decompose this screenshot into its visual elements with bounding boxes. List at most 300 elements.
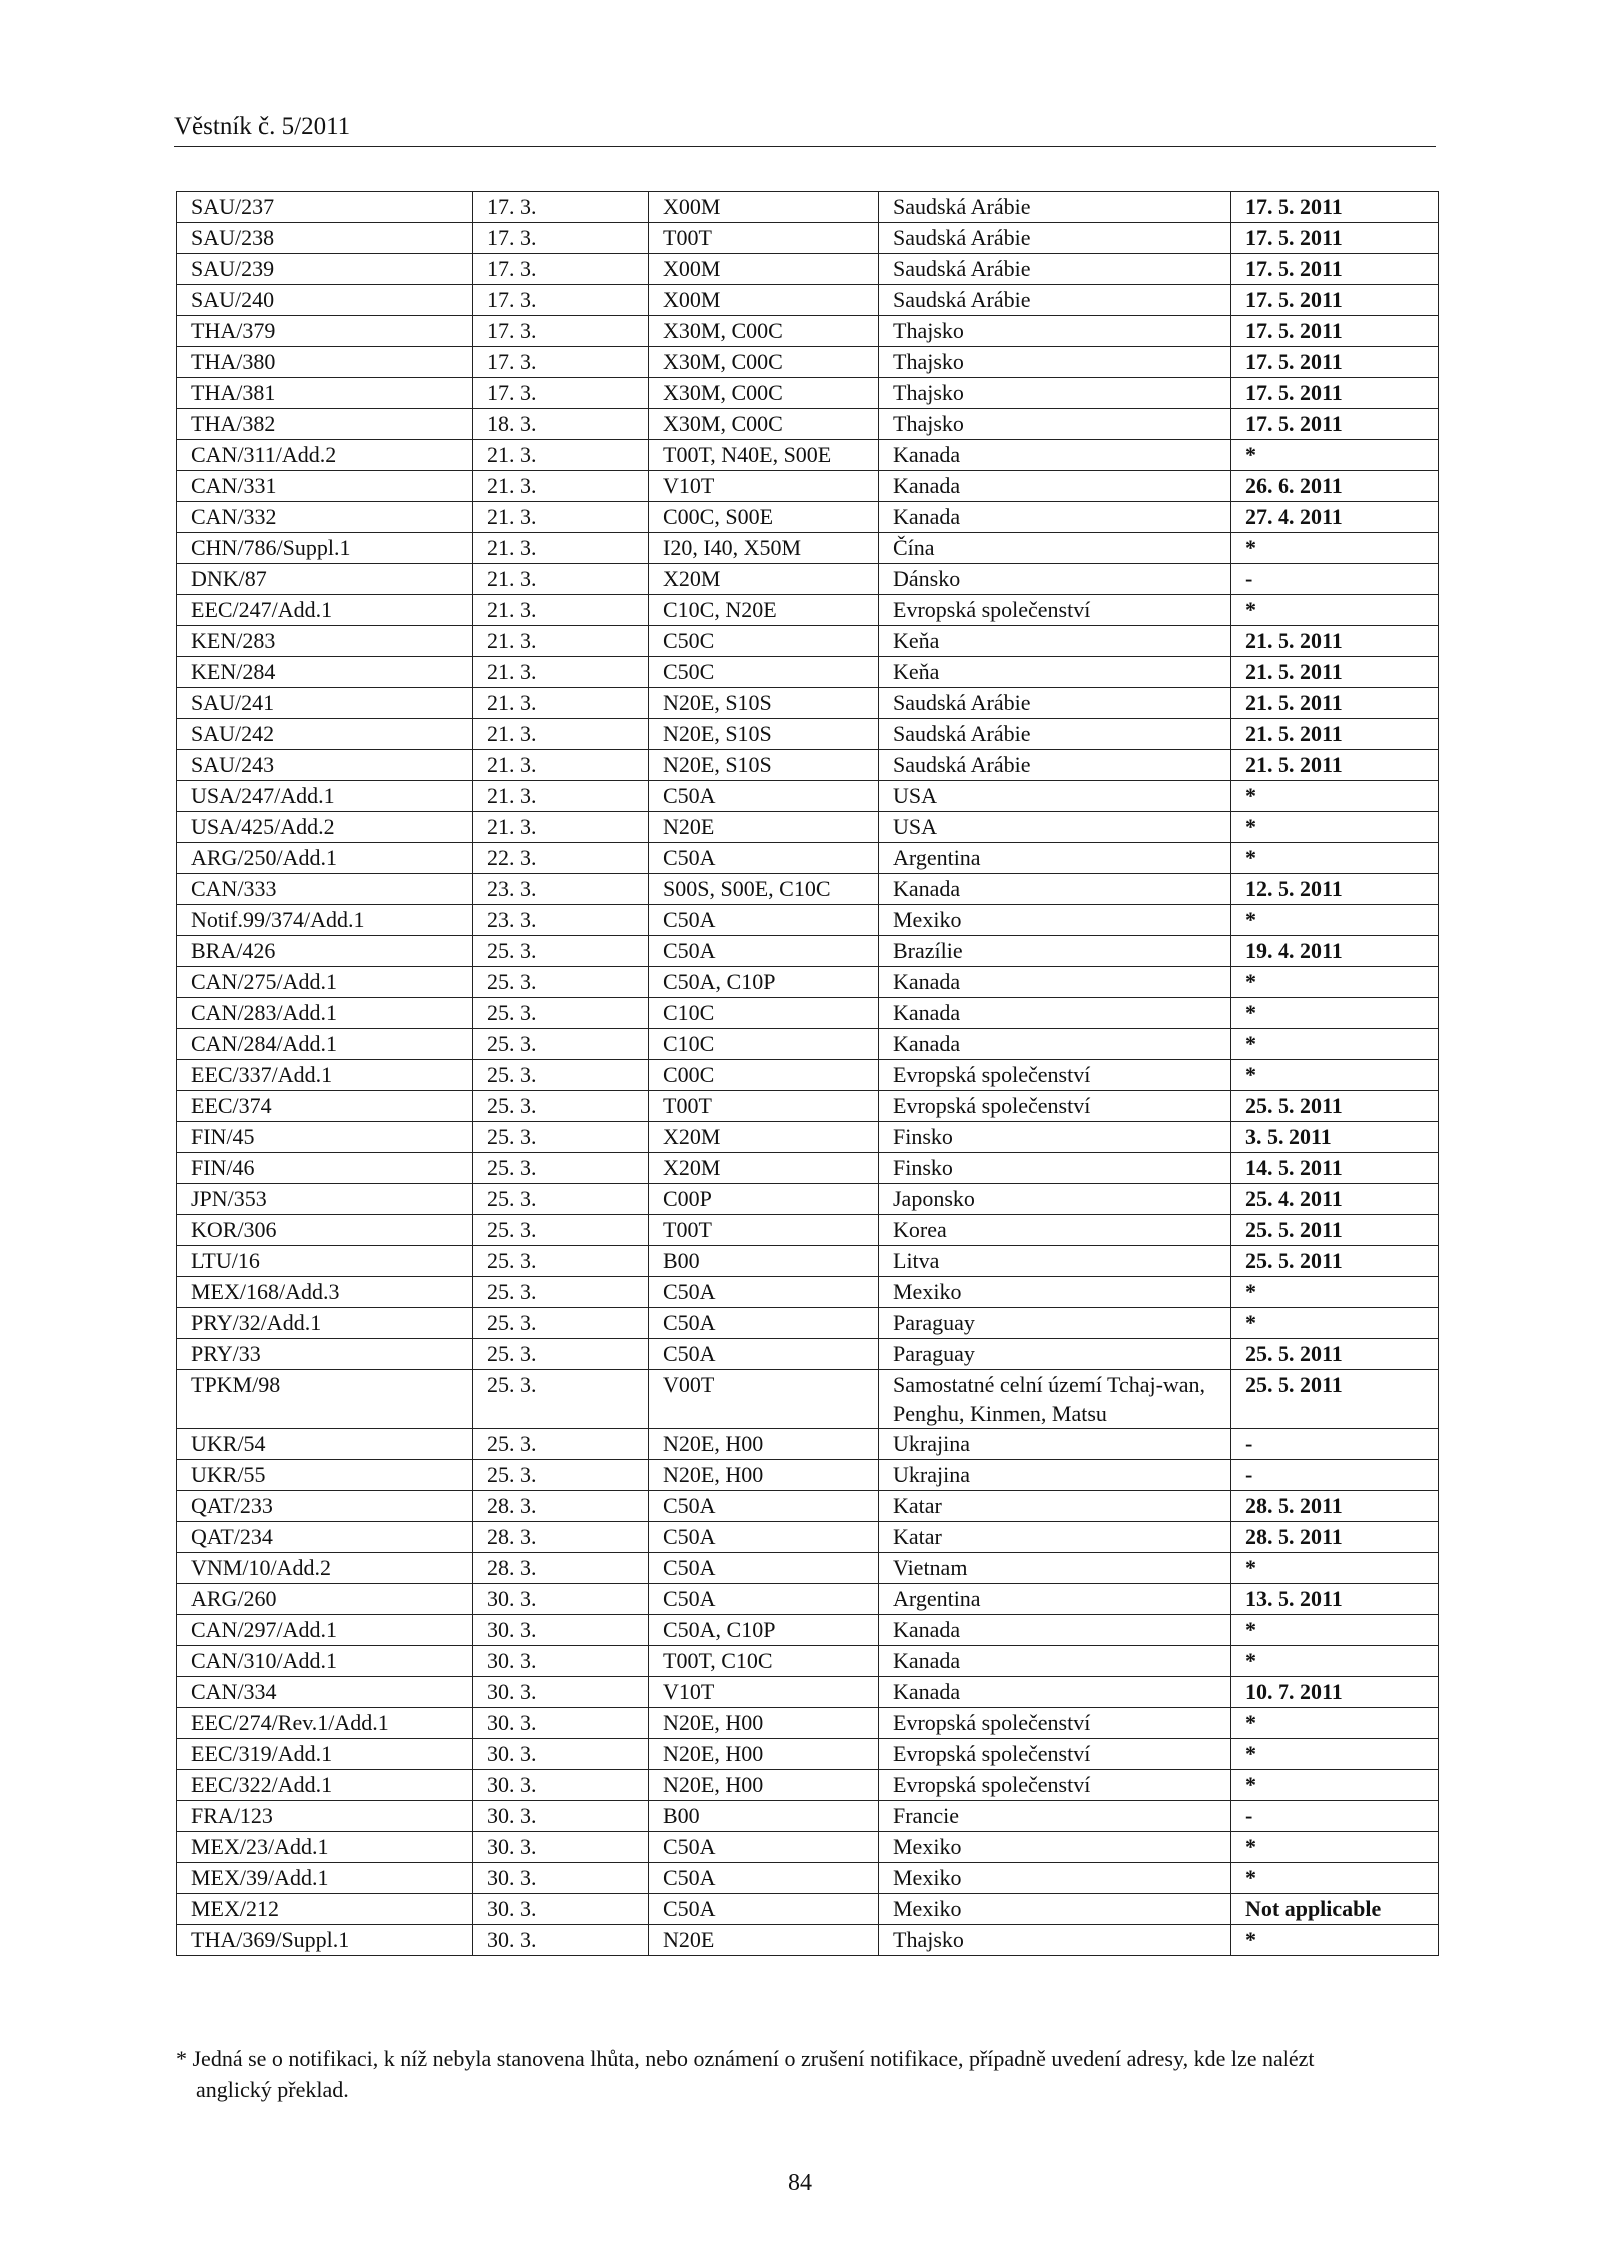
- symbol-cell: EEC/274/Rev.1/Add.1: [177, 1708, 473, 1739]
- date-cell: 25. 3.: [473, 1091, 649, 1122]
- deadline-cell: Not applicable: [1231, 1894, 1439, 1925]
- symbol-cell: EEC/322/Add.1: [177, 1770, 473, 1801]
- country-cell: Mexiko: [879, 1832, 1231, 1863]
- symbol-cell: KEN/284: [177, 657, 473, 688]
- deadline-cell: *: [1231, 1832, 1439, 1863]
- country-cell: Litva: [879, 1246, 1231, 1277]
- deadline-cell: 21. 5. 2011: [1231, 750, 1439, 781]
- table-row: [177, 1091, 1439, 1122]
- symbol-cell: QAT/234: [177, 1522, 473, 1553]
- deadline-cell: 17. 5. 2011: [1231, 347, 1439, 378]
- country-cell: Thajsko: [879, 347, 1231, 378]
- country-cell: Kanada: [879, 967, 1231, 998]
- date-cell: 28. 3.: [473, 1553, 649, 1584]
- table-row: [177, 657, 1439, 688]
- code-cell: V00T: [649, 1370, 879, 1429]
- table-row: [177, 285, 1439, 316]
- deadline-cell: 17. 5. 2011: [1231, 316, 1439, 347]
- symbol-cell: USA/247/Add.1: [177, 781, 473, 812]
- symbol-cell: FRA/123: [177, 1801, 473, 1832]
- code-cell: C50A: [649, 1277, 879, 1308]
- date-cell: 28. 3.: [473, 1522, 649, 1553]
- deadline-cell: *: [1231, 905, 1439, 936]
- country-cell: Evropská společenství: [879, 1708, 1231, 1739]
- date-cell: 21. 3.: [473, 719, 649, 750]
- code-cell: N20E, H00: [649, 1708, 879, 1739]
- deadline-cell: 27. 4. 2011: [1231, 502, 1439, 533]
- deadline-cell: 25. 4. 2011: [1231, 1184, 1439, 1215]
- table-row: [177, 223, 1439, 254]
- code-cell: V10T: [649, 1677, 879, 1708]
- country-cell: Saudská Arábie: [879, 254, 1231, 285]
- symbol-cell: SAU/239: [177, 254, 473, 285]
- code-cell: I20, I40, X50M: [649, 533, 879, 564]
- country-cell: Čína: [879, 533, 1231, 564]
- date-cell: 25. 3.: [473, 1429, 649, 1460]
- date-cell: 28. 3.: [473, 1491, 649, 1522]
- date-cell: 30. 3.: [473, 1925, 649, 1956]
- country-cell: Thajsko: [879, 316, 1231, 347]
- table-row: [177, 1553, 1439, 1584]
- footnote-line-2: anglický překlad.: [196, 2077, 349, 2102]
- symbol-cell: PRY/33: [177, 1339, 473, 1370]
- code-cell: T00T: [649, 1091, 879, 1122]
- date-cell: 25. 3.: [473, 1215, 649, 1246]
- country-cell: Saudská Arábie: [879, 719, 1231, 750]
- table-row: [177, 1153, 1439, 1184]
- table-row: [177, 1832, 1439, 1863]
- symbol-cell: MEX/212: [177, 1894, 473, 1925]
- date-cell: 23. 3.: [473, 874, 649, 905]
- deadline-cell: *: [1231, 1029, 1439, 1060]
- deadline-cell: *: [1231, 1863, 1439, 1894]
- country-cell: Saudská Arábie: [879, 285, 1231, 316]
- code-cell: C50A: [649, 1308, 879, 1339]
- symbol-cell: CAN/297/Add.1: [177, 1615, 473, 1646]
- date-cell: 21. 3.: [473, 471, 649, 502]
- date-cell: 30. 3.: [473, 1584, 649, 1615]
- symbol-cell: SAU/238: [177, 223, 473, 254]
- deadline-cell: 21. 5. 2011: [1231, 688, 1439, 719]
- country-cell: Kanada: [879, 998, 1231, 1029]
- date-cell: 21. 3.: [473, 564, 649, 595]
- table-row: [177, 1801, 1439, 1832]
- code-cell: X00M: [649, 254, 879, 285]
- table-row: [177, 1215, 1439, 1246]
- deadline-cell: 3. 5. 2011: [1231, 1122, 1439, 1153]
- country-cell: Kanada: [879, 440, 1231, 471]
- deadline-cell: 17. 5. 2011: [1231, 378, 1439, 409]
- code-cell: N20E, H00: [649, 1770, 879, 1801]
- table-row: [177, 1522, 1439, 1553]
- symbol-cell: SAU/242: [177, 719, 473, 750]
- notifications-table: [176, 191, 1439, 1956]
- country-cell: Kanada: [879, 874, 1231, 905]
- date-cell: 25. 3.: [473, 967, 649, 998]
- code-cell: C00C, S00E: [649, 502, 879, 533]
- table-row: [177, 533, 1439, 564]
- table-row: [177, 409, 1439, 440]
- code-cell: C50A: [649, 1553, 879, 1584]
- table-row: [177, 843, 1439, 874]
- code-cell: X30M, C00C: [649, 378, 879, 409]
- symbol-cell: SAU/240: [177, 285, 473, 316]
- symbol-cell: FIN/45: [177, 1122, 473, 1153]
- table-row: [177, 1339, 1439, 1370]
- table-row: [177, 1894, 1439, 1925]
- symbol-cell: THA/380: [177, 347, 473, 378]
- table-row: [177, 750, 1439, 781]
- date-cell: 17. 3.: [473, 316, 649, 347]
- symbol-cell: CAN/311/Add.2: [177, 440, 473, 471]
- date-cell: 21. 3.: [473, 657, 649, 688]
- country-cell: Kanada: [879, 1646, 1231, 1677]
- symbol-cell: DNK/87: [177, 564, 473, 595]
- code-cell: C50A, C10P: [649, 967, 879, 998]
- country-cell: Kanada: [879, 1029, 1231, 1060]
- table-row: [177, 688, 1439, 719]
- journal-header: [174, 112, 1436, 147]
- table-row: [177, 812, 1439, 843]
- country-cell: Kanada: [879, 502, 1231, 533]
- deadline-cell: *: [1231, 1553, 1439, 1584]
- code-cell: C10C: [649, 1029, 879, 1060]
- table-row: [177, 1184, 1439, 1215]
- code-cell: C50A: [649, 1491, 879, 1522]
- date-cell: 25. 3.: [473, 1339, 649, 1370]
- symbol-cell: MEX/39/Add.1: [177, 1863, 473, 1894]
- symbol-cell: UKR/55: [177, 1460, 473, 1491]
- symbol-cell: SAU/241: [177, 688, 473, 719]
- code-cell: X20M: [649, 564, 879, 595]
- deadline-cell: -: [1231, 1429, 1439, 1460]
- country-cell: Francie: [879, 1801, 1231, 1832]
- symbol-cell: LTU/16: [177, 1246, 473, 1277]
- date-cell: 30. 3.: [473, 1615, 649, 1646]
- date-cell: 30. 3.: [473, 1770, 649, 1801]
- symbol-cell: JPN/353: [177, 1184, 473, 1215]
- table-row: [177, 1460, 1439, 1491]
- code-cell: N20E, S10S: [649, 719, 879, 750]
- notifications-table-body: [177, 192, 1439, 1956]
- table-row: [177, 564, 1439, 595]
- code-cell: C00C: [649, 1060, 879, 1091]
- deadline-cell: 17. 5. 2011: [1231, 285, 1439, 316]
- table-row: [177, 595, 1439, 626]
- date-cell: 25. 3.: [473, 1460, 649, 1491]
- country-cell: Keňa: [879, 626, 1231, 657]
- symbol-cell: THA/369/Suppl.1: [177, 1925, 473, 1956]
- symbol-cell: QAT/233: [177, 1491, 473, 1522]
- code-cell: N20E, S10S: [649, 750, 879, 781]
- country-cell: Paraguay: [879, 1308, 1231, 1339]
- symbol-cell: MEX/23/Add.1: [177, 1832, 473, 1863]
- symbol-cell: EEC/337/Add.1: [177, 1060, 473, 1091]
- country-cell: Ukrajina: [879, 1429, 1231, 1460]
- country-cell: Thajsko: [879, 1925, 1231, 1956]
- symbol-cell: Notif.99/374/Add.1: [177, 905, 473, 936]
- country-cell: Saudská Arábie: [879, 192, 1231, 223]
- date-cell: 25. 3.: [473, 1060, 649, 1091]
- table-row: [177, 1277, 1439, 1308]
- symbol-cell: MEX/168/Add.3: [177, 1277, 473, 1308]
- code-cell: N20E, S10S: [649, 688, 879, 719]
- deadline-cell: *: [1231, 843, 1439, 874]
- date-cell: 25. 3.: [473, 1370, 649, 1429]
- deadline-cell: *: [1231, 781, 1439, 812]
- deadline-cell: *: [1231, 1308, 1439, 1339]
- date-cell: 25. 3.: [473, 1122, 649, 1153]
- country-cell: Ukrajina: [879, 1460, 1231, 1491]
- deadline-cell: 21. 5. 2011: [1231, 719, 1439, 750]
- code-cell: V10T: [649, 471, 879, 502]
- table-row: [177, 192, 1439, 223]
- table-row: [177, 1370, 1439, 1429]
- table-row: [177, 1708, 1439, 1739]
- symbol-cell: SAU/237: [177, 192, 473, 223]
- symbol-cell: CAN/310/Add.1: [177, 1646, 473, 1677]
- date-cell: 30. 3.: [473, 1646, 649, 1677]
- symbol-cell: CAN/333: [177, 874, 473, 905]
- code-cell: T00T: [649, 1215, 879, 1246]
- table-row: [177, 316, 1439, 347]
- table-row: [177, 440, 1439, 471]
- country-cell: Keňa: [879, 657, 1231, 688]
- date-cell: 17. 3.: [473, 378, 649, 409]
- deadline-cell: 10. 7. 2011: [1231, 1677, 1439, 1708]
- symbol-cell: THA/379: [177, 316, 473, 347]
- deadline-cell: -: [1231, 1801, 1439, 1832]
- table-row: [177, 1770, 1439, 1801]
- table-row: [177, 347, 1439, 378]
- symbol-cell: KOR/306: [177, 1215, 473, 1246]
- code-cell: B00: [649, 1246, 879, 1277]
- country-cell: USA: [879, 781, 1231, 812]
- table-row: [177, 1739, 1439, 1770]
- country-cell: Katar: [879, 1522, 1231, 1553]
- date-cell: 21. 3.: [473, 533, 649, 564]
- symbol-cell: USA/425/Add.2: [177, 812, 473, 843]
- code-cell: X30M, C00C: [649, 347, 879, 378]
- table-row: [177, 471, 1439, 502]
- code-cell: B00: [649, 1801, 879, 1832]
- table-row: [177, 1615, 1439, 1646]
- date-cell: 21. 3.: [473, 595, 649, 626]
- deadline-cell: *: [1231, 595, 1439, 626]
- deadline-cell: 14. 5. 2011: [1231, 1153, 1439, 1184]
- symbol-cell: EEC/374: [177, 1091, 473, 1122]
- date-cell: 25. 3.: [473, 998, 649, 1029]
- code-cell: C50A: [649, 843, 879, 874]
- table-row: [177, 1060, 1439, 1091]
- table-row: [177, 1646, 1439, 1677]
- date-cell: 30. 3.: [473, 1739, 649, 1770]
- date-cell: 30. 3.: [473, 1708, 649, 1739]
- country-cell: Kanada: [879, 471, 1231, 502]
- deadline-cell: -: [1231, 1460, 1439, 1491]
- symbol-cell: TPKM/98: [177, 1370, 473, 1429]
- country-cell: Dánsko: [879, 564, 1231, 595]
- deadline-cell: 21. 5. 2011: [1231, 626, 1439, 657]
- code-cell: C50A: [649, 1832, 879, 1863]
- table-row: [177, 254, 1439, 285]
- symbol-cell: EEC/319/Add.1: [177, 1739, 473, 1770]
- deadline-cell: 12. 5. 2011: [1231, 874, 1439, 905]
- country-cell: Argentina: [879, 843, 1231, 874]
- deadline-cell: -: [1231, 564, 1439, 595]
- table-row: [177, 998, 1439, 1029]
- code-cell: C50A: [649, 1863, 879, 1894]
- code-cell: X20M: [649, 1153, 879, 1184]
- country-cell: Argentina: [879, 1584, 1231, 1615]
- symbol-cell: THA/382: [177, 409, 473, 440]
- country-cell: Thajsko: [879, 378, 1231, 409]
- deadline-cell: *: [1231, 1277, 1439, 1308]
- symbol-cell: CHN/786/Suppl.1: [177, 533, 473, 564]
- date-cell: 21. 3.: [473, 440, 649, 471]
- code-cell: C50A: [649, 936, 879, 967]
- code-cell: N20E, H00: [649, 1739, 879, 1770]
- date-cell: 21. 3.: [473, 750, 649, 781]
- country-cell: Paraguay: [879, 1339, 1231, 1370]
- country-cell: Mexiko: [879, 1277, 1231, 1308]
- country-cell: Evropská společenství: [879, 1091, 1231, 1122]
- symbol-cell: UKR/54: [177, 1429, 473, 1460]
- date-cell: 25. 3.: [473, 1153, 649, 1184]
- code-cell: C50A: [649, 905, 879, 936]
- deadline-cell: 17. 5. 2011: [1231, 192, 1439, 223]
- country-cell: Finsko: [879, 1153, 1231, 1184]
- deadline-cell: 25. 5. 2011: [1231, 1215, 1439, 1246]
- table-row: [177, 1863, 1439, 1894]
- date-cell: 30. 3.: [473, 1677, 649, 1708]
- table-row: [177, 1584, 1439, 1615]
- table-row: [177, 378, 1439, 409]
- code-cell: C50A: [649, 1339, 879, 1370]
- code-cell: S00S, S00E, C10C: [649, 874, 879, 905]
- deadline-cell: 28. 5. 2011: [1231, 1522, 1439, 1553]
- code-cell: C50C: [649, 626, 879, 657]
- table-row: [177, 1925, 1439, 1956]
- date-cell: 25. 3.: [473, 1246, 649, 1277]
- country-cell: Saudská Arábie: [879, 688, 1231, 719]
- code-cell: C10C: [649, 998, 879, 1029]
- date-cell: 23. 3.: [473, 905, 649, 936]
- table-row: [177, 626, 1439, 657]
- table-row: [177, 1246, 1439, 1277]
- date-cell: 17. 3.: [473, 347, 649, 378]
- deadline-cell: *: [1231, 967, 1439, 998]
- table-row: [177, 1308, 1439, 1339]
- symbol-cell: KEN/283: [177, 626, 473, 657]
- country-cell: Evropská společenství: [879, 595, 1231, 626]
- date-cell: 30. 3.: [473, 1832, 649, 1863]
- deadline-cell: *: [1231, 1708, 1439, 1739]
- table-row: [177, 905, 1439, 936]
- country-cell: Evropská společenství: [879, 1739, 1231, 1770]
- deadline-cell: *: [1231, 1615, 1439, 1646]
- page-number: 84: [788, 2170, 812, 2196]
- table-row: [177, 719, 1439, 750]
- code-cell: C50A: [649, 781, 879, 812]
- deadline-cell: 21. 5. 2011: [1231, 657, 1439, 688]
- code-cell: C50A: [649, 1584, 879, 1615]
- deadline-cell: *: [1231, 533, 1439, 564]
- symbol-cell: VNM/10/Add.2: [177, 1553, 473, 1584]
- country-cell: Thajsko: [879, 409, 1231, 440]
- country-cell: Mexiko: [879, 1863, 1231, 1894]
- code-cell: X00M: [649, 285, 879, 316]
- country-cell: Saudská Arábie: [879, 223, 1231, 254]
- journal-title: Věstník č. 5/2011: [174, 113, 351, 140]
- date-cell: 21. 3.: [473, 781, 649, 812]
- table-row: [177, 1122, 1439, 1153]
- symbol-cell: CAN/331: [177, 471, 473, 502]
- symbol-cell: CAN/284/Add.1: [177, 1029, 473, 1060]
- symbol-cell: CAN/334: [177, 1677, 473, 1708]
- country-cell: Katar: [879, 1491, 1231, 1522]
- table-row: [177, 1029, 1439, 1060]
- date-cell: 22. 3.: [473, 843, 649, 874]
- deadline-cell: 25. 5. 2011: [1231, 1370, 1439, 1429]
- table-row: [177, 874, 1439, 905]
- date-cell: 21. 3.: [473, 812, 649, 843]
- date-cell: 30. 3.: [473, 1801, 649, 1832]
- deadline-cell: 25. 5. 2011: [1231, 1246, 1439, 1277]
- date-cell: 25. 3.: [473, 1277, 649, 1308]
- code-cell: N20E, H00: [649, 1429, 879, 1460]
- table-row: [177, 1677, 1439, 1708]
- country-cell: Evropská společenství: [879, 1770, 1231, 1801]
- footnote: [176, 2043, 1446, 2105]
- country-cell: Saudská Arábie: [879, 750, 1231, 781]
- symbol-cell: ARG/250/Add.1: [177, 843, 473, 874]
- country-cell: Samostatné celní území Tchaj-wan, Penghu, Kinmen, Matsu: [879, 1370, 1231, 1429]
- deadline-cell: *: [1231, 1770, 1439, 1801]
- country-cell: Kanada: [879, 1677, 1231, 1708]
- deadline-cell: 25. 5. 2011: [1231, 1091, 1439, 1122]
- code-cell: C50A: [649, 1894, 879, 1925]
- country-cell: Brazílie: [879, 936, 1231, 967]
- deadline-cell: 17. 5. 2011: [1231, 223, 1439, 254]
- country-cell: Mexiko: [879, 1894, 1231, 1925]
- table-row: [177, 1491, 1439, 1522]
- date-cell: 25. 3.: [473, 1184, 649, 1215]
- country-cell: Evropská společenství: [879, 1060, 1231, 1091]
- code-cell: T00T, N40E, S00E: [649, 440, 879, 471]
- country-cell: Japonsko: [879, 1184, 1231, 1215]
- symbol-cell: CAN/283/Add.1: [177, 998, 473, 1029]
- code-cell: X20M: [649, 1122, 879, 1153]
- country-cell: Finsko: [879, 1122, 1231, 1153]
- table-row: [177, 936, 1439, 967]
- deadline-cell: 19. 4. 2011: [1231, 936, 1439, 967]
- country-cell: Vietnam: [879, 1553, 1231, 1584]
- date-cell: 17. 3.: [473, 192, 649, 223]
- code-cell: T00T: [649, 223, 879, 254]
- date-cell: 25. 3.: [473, 1029, 649, 1060]
- symbol-cell: CAN/275/Add.1: [177, 967, 473, 998]
- deadline-cell: 17. 5. 2011: [1231, 409, 1439, 440]
- table-row: [177, 781, 1439, 812]
- deadline-cell: *: [1231, 1925, 1439, 1956]
- date-cell: 18. 3.: [473, 409, 649, 440]
- symbol-cell: PRY/32/Add.1: [177, 1308, 473, 1339]
- table-row: [177, 967, 1439, 998]
- date-cell: 25. 3.: [473, 936, 649, 967]
- code-cell: C50C: [649, 657, 879, 688]
- deadline-cell: *: [1231, 812, 1439, 843]
